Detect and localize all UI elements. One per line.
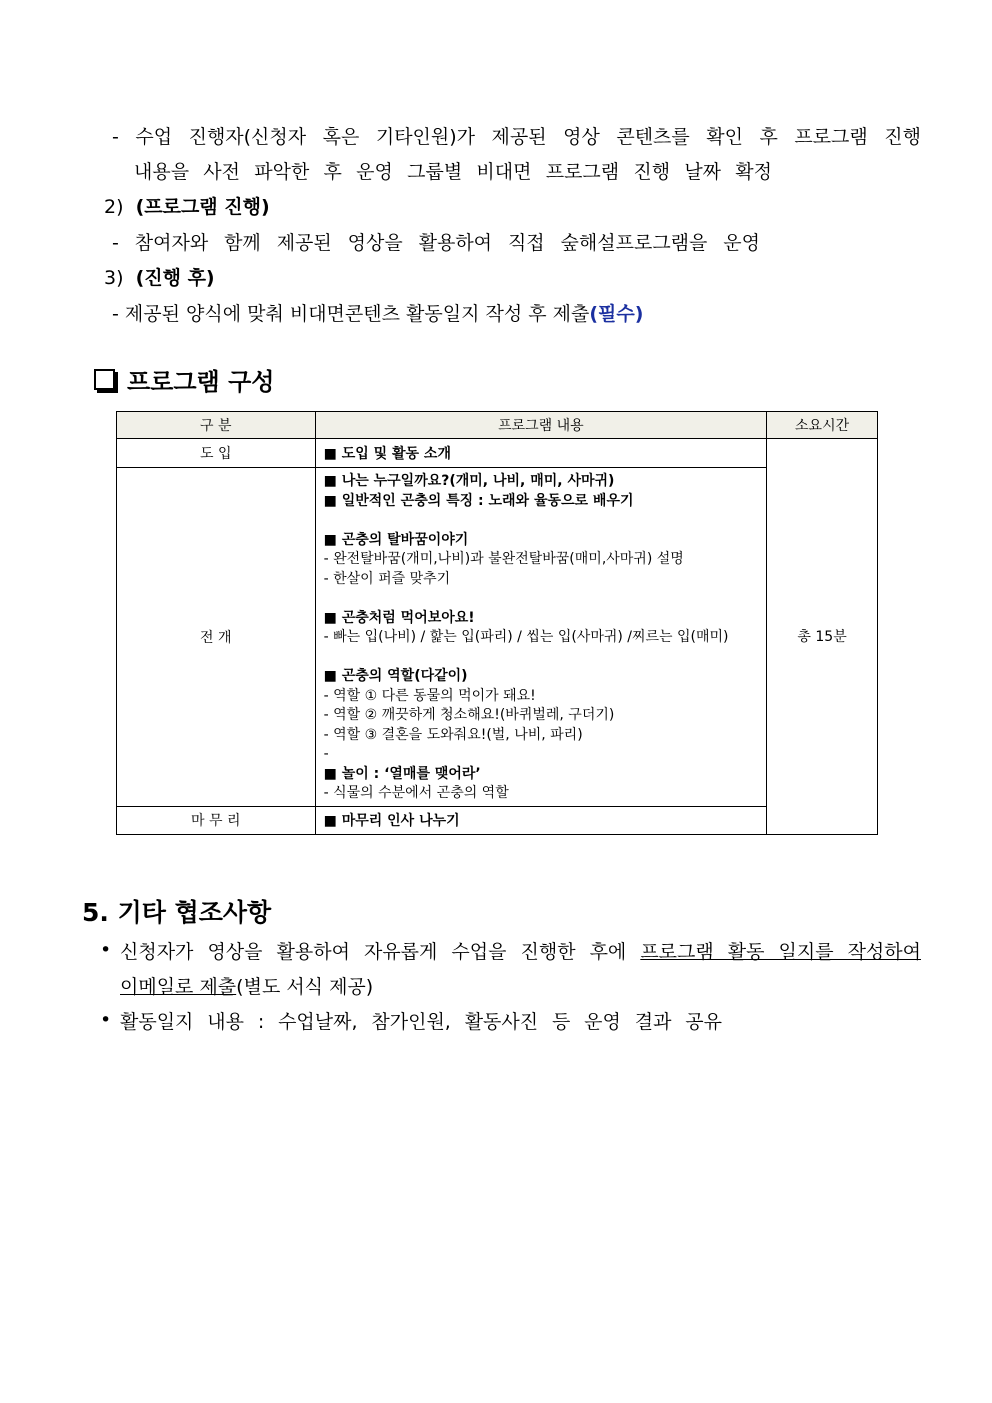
program-table (116, 411, 878, 835)
process-line-1-cont: 내용을 사전 파악한 후 운영 그룹별 비대면 프로그램 진행 날짜 확정 (134, 161, 772, 183)
section-heading (94, 362, 274, 397)
main-content (315, 468, 767, 807)
step-3-title: (진행 후) (135, 267, 215, 289)
header-category: 구 분 (117, 412, 316, 439)
main-line: - 완전탈바꿈(개미,나비)과 불완전탈바꿈(매미,사마귀) 설명 (323, 551, 684, 567)
main-line: ■ 곤충의 역할(다같이) (323, 668, 468, 684)
section-5-bullet-1-cont (120, 972, 373, 999)
section-5-bullet-1 (120, 937, 921, 964)
main-line: - 역할 ① 다른 동물의 먹이가 돼요! (323, 687, 536, 704)
process-line-3 (112, 299, 643, 326)
end-content: ■ 마무리 인사 나누기 (315, 806, 767, 834)
intro-content: ■ 도입 및 활동 소개 (315, 439, 767, 468)
step-2-heading (104, 192, 270, 219)
bullet-1-suffix: (별도 서식 제공) (236, 976, 374, 998)
section-title: 프로그램 구성 (127, 368, 275, 396)
main-line: - 식물의 수분에서 곤충의 역할 (323, 785, 509, 801)
section-5-title: 5. 기타 협조사항 (82, 898, 272, 927)
table-header-row (117, 412, 878, 439)
table-row-main (117, 468, 878, 807)
main-line: ■ 곤충의 탈바꿈이야기 (323, 531, 469, 548)
end-label: 마 무 리 (117, 806, 316, 834)
main-line: - 한살이 퍼즐 맞추기 (323, 570, 451, 587)
step-2-title: (프로그램 진행) (135, 196, 270, 218)
main-line: ■ 놀이 : ‘열매를 맺어라’ (323, 765, 481, 782)
header-duration: 소요시간 (767, 412, 878, 439)
bullet-icon: • (100, 1009, 112, 1031)
header-content: 프로그램 내용 (315, 412, 767, 439)
required-note: (필수) (589, 303, 644, 325)
bullet-icon: • (100, 939, 112, 961)
process-line-3-text: - 제공된 양식에 맞춰 비대면콘텐츠 활동일지 작성 후 제출 (112, 303, 590, 325)
step-3-number: 3) (104, 267, 124, 289)
section-5-bullet-2: 활동일지 내용 : 수업날짜, 참가인원, 활동사진 등 운영 결과 공유 (120, 1011, 722, 1033)
table-row-end (117, 806, 878, 834)
step-3-heading (104, 263, 215, 290)
main-line: - 역할 ② 깨끗하게 청소해요!(바퀴벌레, 구더기) (323, 707, 615, 723)
main-line: - 빠는 입(나비) / 핥는 입(파리) / 씹는 입(사마귀) /찌르는 입(매미) (323, 629, 729, 645)
bullet-1-underlined-cont: 이메일로 제출 (120, 976, 237, 998)
bullet-1-underlined: 프로그램 활동 일지를 작성하여 (640, 941, 921, 963)
main-line: ■ 나는 누구일까요?(개미, 나비, 매미, 사마귀) (323, 473, 615, 489)
bullet-1-text: 신청자가 영상을 활용하여 자유롭게 수업을 진행한 후에 (120, 941, 627, 963)
checkbox-icon (94, 369, 115, 390)
main-line: - (323, 746, 329, 762)
intro-label: 도 입 (117, 439, 316, 468)
main-line: ■ 일반적인 곤충의 특징 : 노래와 율동으로 배우기 (323, 492, 634, 509)
main-label: 전 개 (117, 468, 316, 807)
main-line: - 역할 ③ 결혼을 도와줘요!(벌, 나비, 파리) (323, 726, 583, 743)
process-line-2: - 참여자와 함께 제공된 영상을 활용하여 직접 숲해설프로그램을 운영 (112, 232, 760, 254)
main-line: ■ 곤충처럼 먹어보아요! (323, 609, 475, 626)
duration-cell: 총 15분 (767, 439, 878, 835)
step-2-number: 2) (104, 196, 124, 218)
table-row-intro (117, 439, 878, 468)
process-line-1: - 수업 진행자(신청자 혹은 기타인원)가 제공된 영상 콘텐츠를 확인 후 프로그램 진행 (112, 126, 921, 148)
